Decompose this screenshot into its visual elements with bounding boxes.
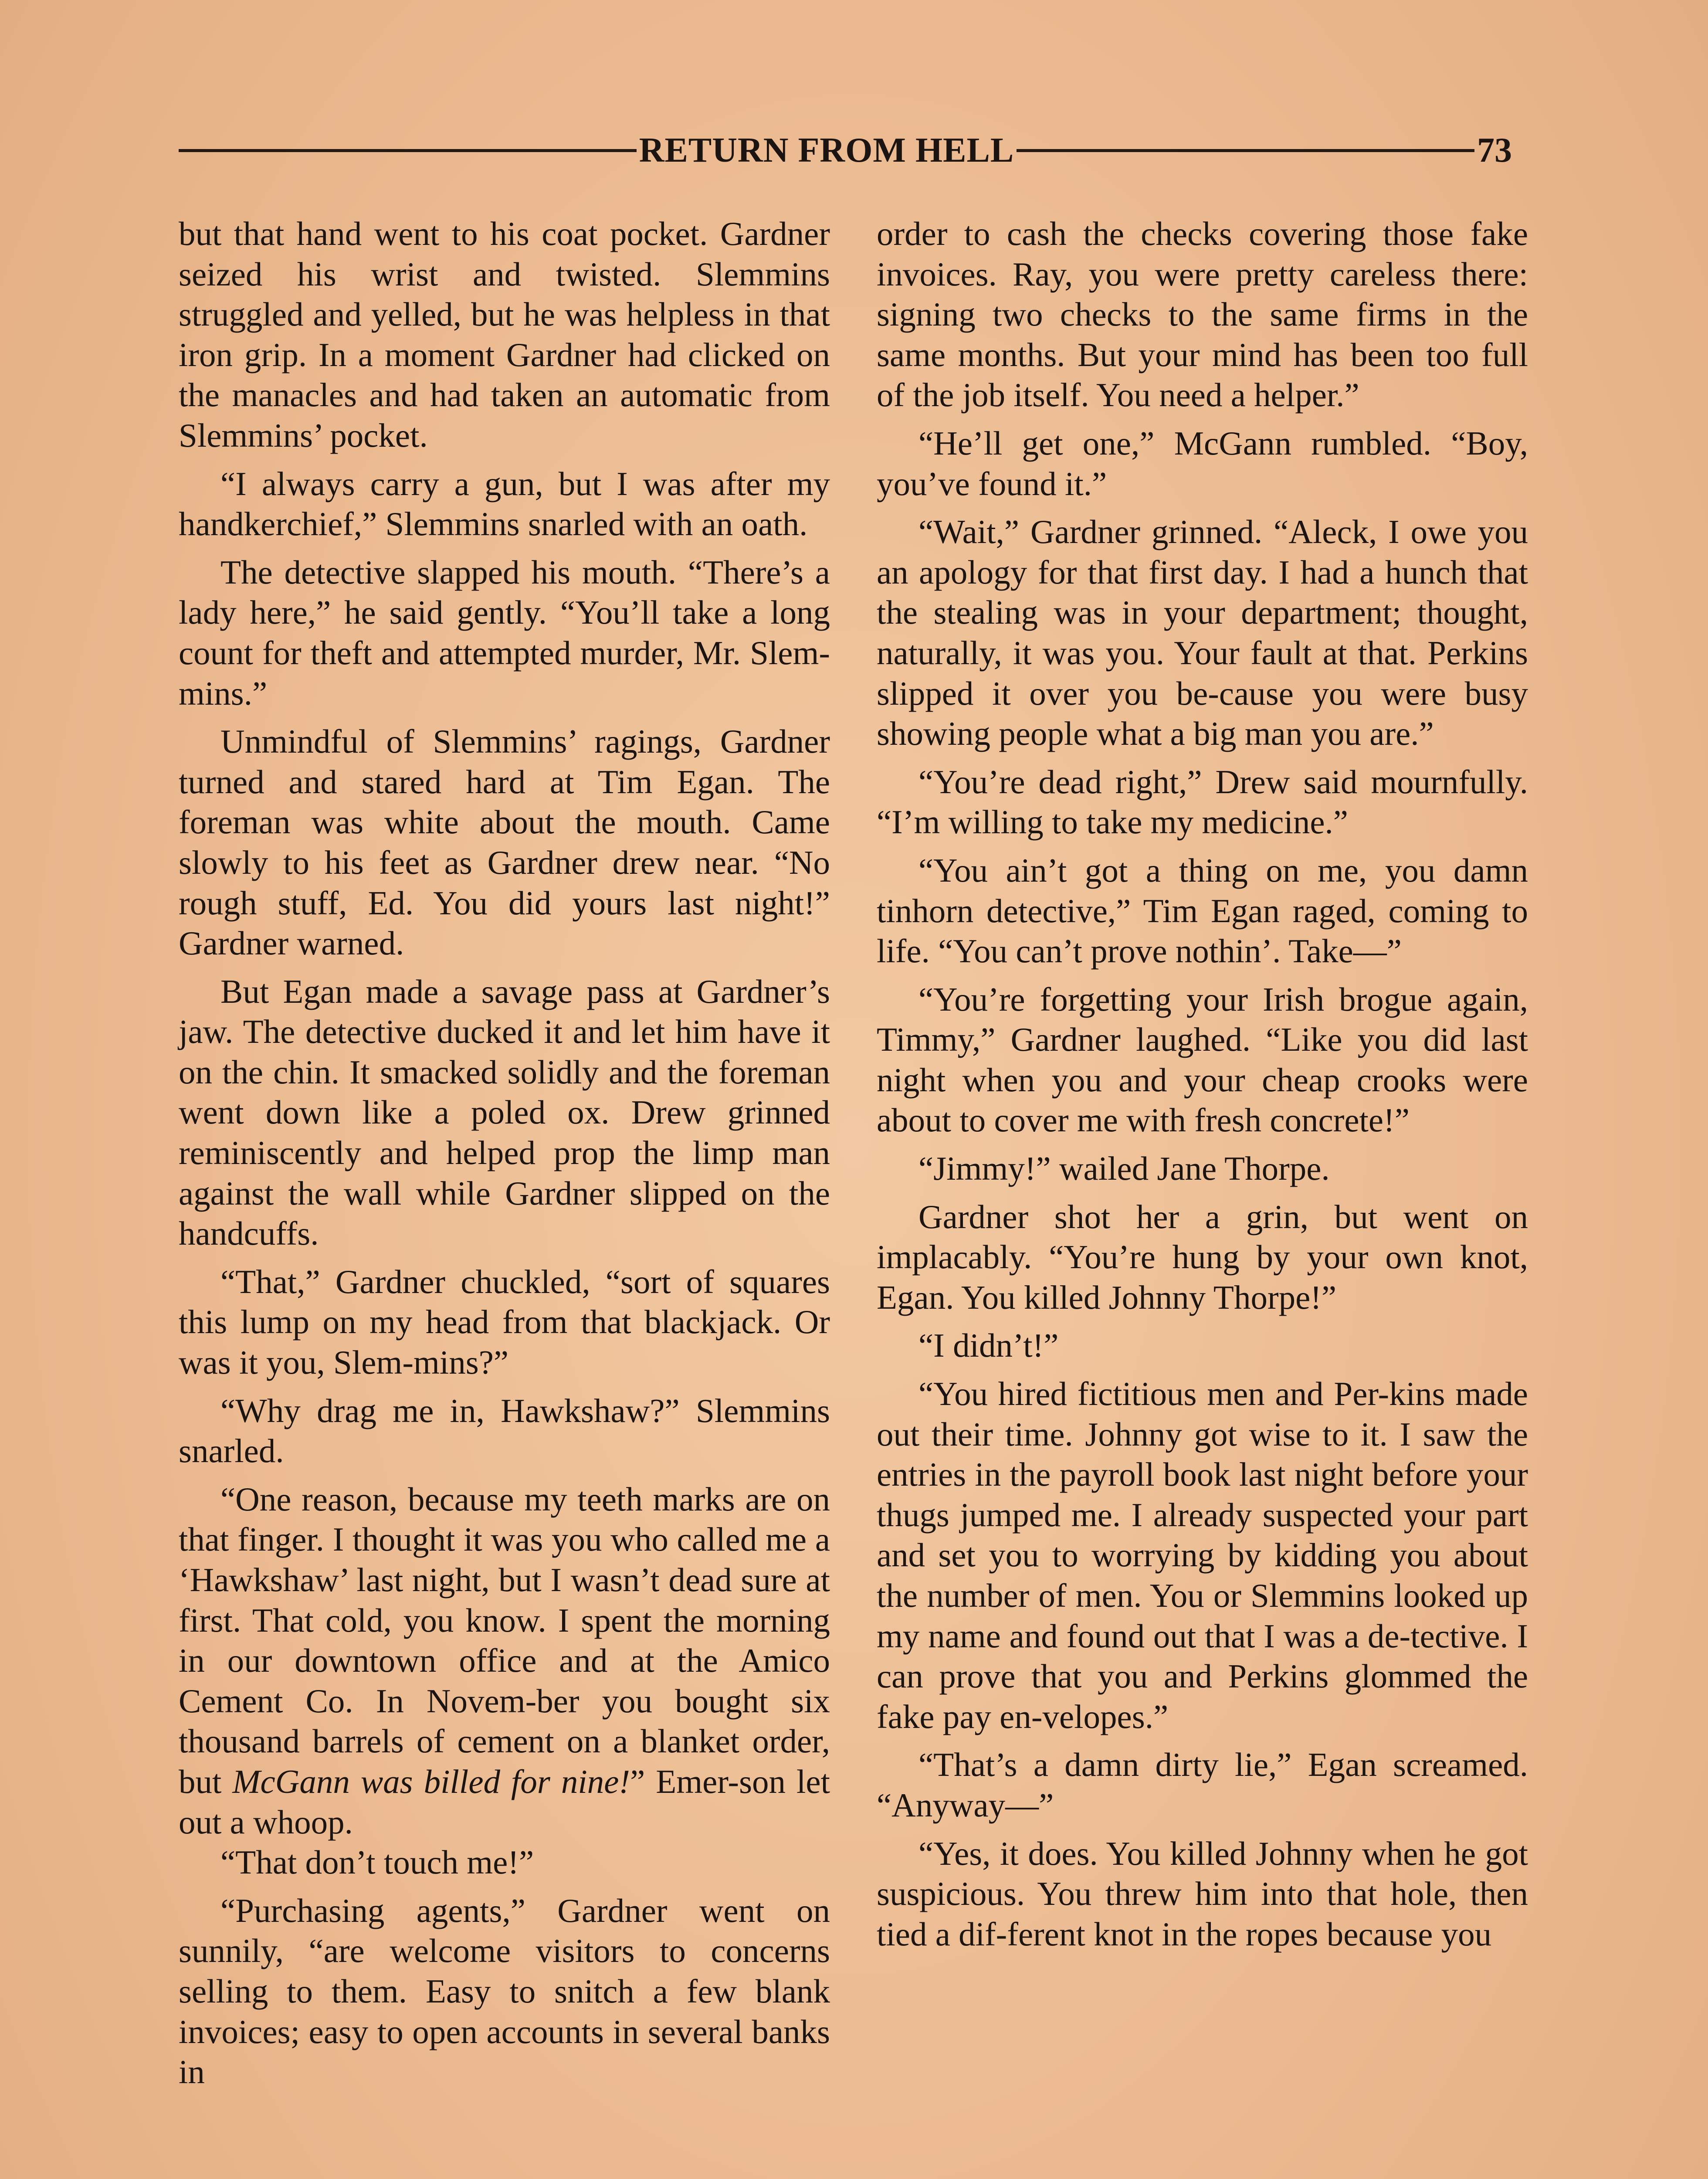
left-column	[179, 214, 830, 2100]
paragraph: “Wait,” Gardner grinned. “Aleck, I owe you an apology for that first day. I had a hunch that the stealing was in your department; thought, naturally, it was you. Your fault at that. Perkins slipped it over you be-cause you were busy showing people what a big man you are.”	[877, 513, 1528, 753]
paragraph: “You’re forgetting your Irish brogue again, Timmy,” Gardner laughed. “Like you did last night when you and your cheap crooks were about to cover me with fresh concrete!”	[877, 980, 1528, 1139]
paragraph: “I didn’t!”	[918, 1327, 1059, 1364]
italic-text: McGann was billed for nine!	[232, 1762, 630, 1800]
paragraph: “I always carry a gun, but I was after my handkerchief,” Slemmins snarled with an oath.	[179, 465, 830, 543]
paragraph: But Egan made a savage pass at Gardner’s jaw. The detective ducked it and let him have it on the chin. It smacked solidly and the foreman went down like a poled ox. Drew grinned reminiscently and helped prop the limp man against the wall while Gardner slipped on the handcuffs.	[179, 972, 830, 1252]
paragraph: “Why drag me in, Hawkshaw?” Slemmins snarled.	[179, 1392, 830, 1470]
header-rule-left	[179, 149, 637, 152]
paragraph: Unmindful of Slemmins’ ragings, Gardner turned and stared hard at Tim Egan. The foreman was white about the mouth. Came slowly to his feet as Gardner drew near. “No rough stuff, Ed. You did yours last night!” Gardner warned.	[179, 723, 830, 962]
page-number: 73	[1477, 131, 1512, 170]
paragraph: “Purchasing agents,” Gardner went on sunnily, “are welcome visitors to concerns selling to them. Easy to snitch a few blank invoices; easy to open accounts in several banks in	[179, 1891, 830, 2091]
paragraph: The detective slapped his mouth. “There’s a lady here,” he said gently. “You’ll take a long count for theft and attempted murder, Mr. Slem-mins.”	[179, 553, 830, 712]
paragraph: “He’ll get one,” McGann rumbled. “Boy, you’ve found it.”	[877, 424, 1528, 502]
paragraph-text: “One reason, because my teeth marks are on that finger. I thought it was you who called me a ‘Hawkshaw’ last night, but I wasn’t dead sure at first. That cold, you know. I spent the morning in our downtown office and at the Amico Cement Co. In Novem-ber you bought six thousand barrels of cement on a blanket order, but	[179, 1480, 830, 1800]
paragraph: Gardner shot her a grin, but went on implacably. “You’re hung by your own knot, Egan. You killed Johnny Thorpe!”	[877, 1198, 1528, 1316]
paragraph: order to cash the checks covering those fake invoices. Ray, you were pretty careless there: signing two checks to the same firms in the same months. But your mind has been too full of the job itself. You need a helper.”	[877, 215, 1528, 414]
paragraph: “You hired fictitious men and Per-kins made out their time. Johnny got wise to it. I saw the entries in the payroll book last night before your thugs jumped me. I already suspected your part and set you to worrying by kidding you about the number of men. You or Slemmins looked up my name and found out that I was a de-tective. I can prove that you and Perkins glommed the fake pay en-velopes.”	[877, 1375, 1528, 1735]
header-rule-right	[1017, 149, 1474, 152]
paragraph: “You ain’t got a thing on me, you damn tinhorn detective,” Tim Egan raged, coming to life. “You can’t prove nothin’. Take—”	[877, 851, 1528, 970]
right-column	[877, 214, 1528, 1962]
paragraph: but that hand went to his coat pocket. Gardner seized his wrist and twisted. Slemmins struggled and yelled, but he was helpless in that iron grip. In a moment Gardner had clicked on the manacles and had taken an automatic from Slemmins’ pocket.	[179, 215, 830, 454]
running-header	[179, 126, 1512, 174]
paragraph: “Yes, it does. You killed Johnny when he got suspicious. You threw him into that hole, then tied a dif-ferent knot in the ropes because you	[877, 1834, 1528, 1953]
paragraph: “Jimmy!” wailed Jane Thorpe.	[918, 1150, 1330, 1188]
paragraph: “You’re dead right,” Drew said mournfully. “I’m willing to take my medicine.”	[877, 763, 1528, 841]
paragraph	[179, 1479, 830, 1842]
paragraph: “That don’t touch me!”	[220, 1843, 534, 1881]
running-title: RETURN FROM HELL	[639, 131, 1014, 170]
paragraph: “That’s a damn dirty lie,” Egan screamed. “Anyway—”	[877, 1746, 1528, 1824]
paragraph: “That,” Gardner chuckled, “sort of squares this lump on my head from that blackjack. Or was it you, Slem-mins?”	[179, 1263, 830, 1381]
paragraph-text: ” Emer-son let out a whoop.	[179, 1762, 830, 1841]
